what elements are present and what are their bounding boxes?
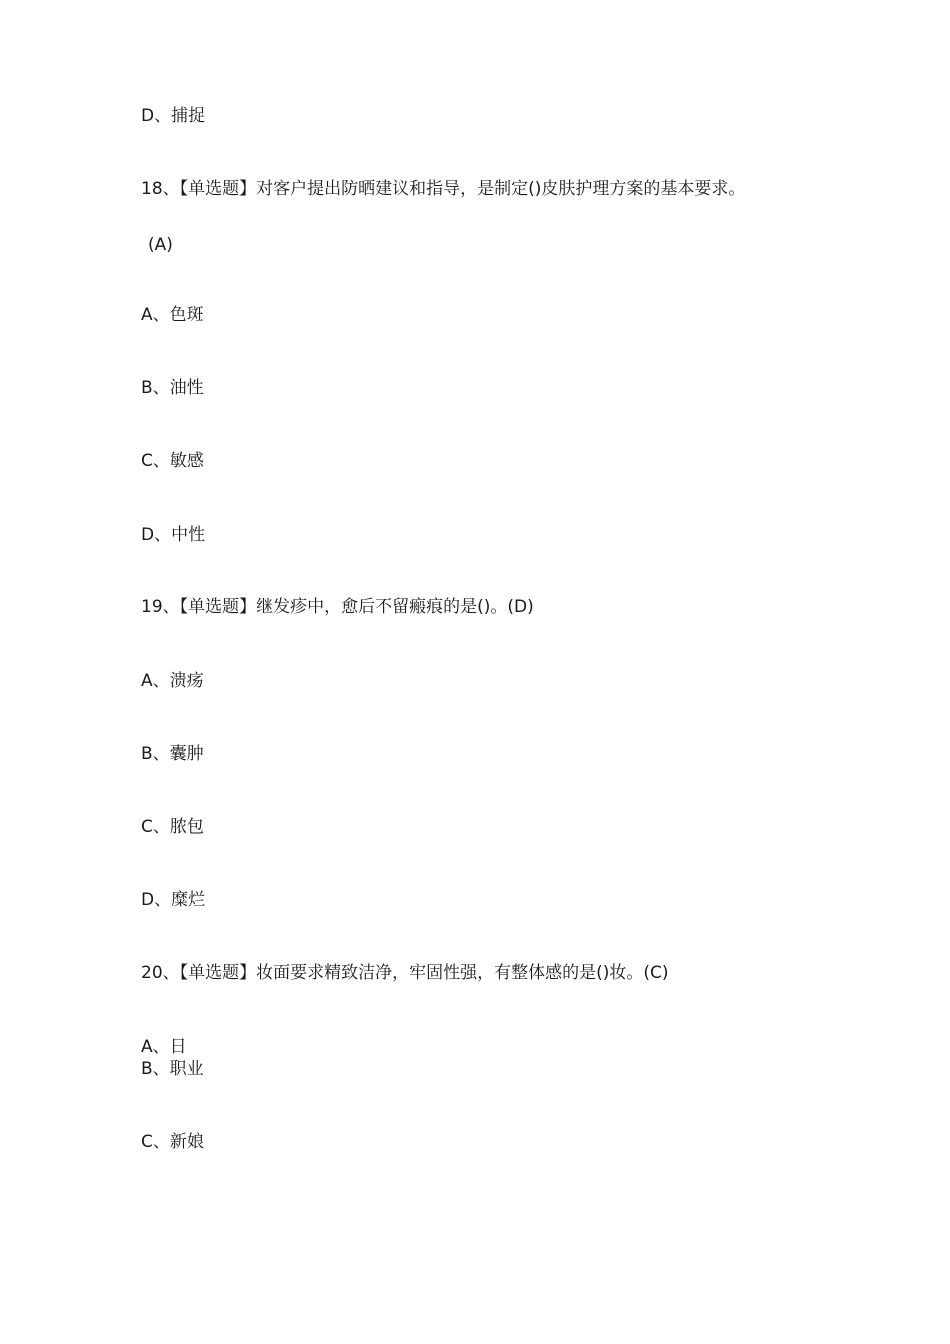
q18-question: 18、【单选题】对客户提出防晒建议和指导，是制定()皮肤护理方案的基本要求。 [141,179,746,199]
q18-option-c: C、敏感 [141,451,204,471]
q19-option-c: C、脓包 [141,817,204,837]
q18-option-a: A、色斑 [141,305,204,325]
q20-option-c: C、新娘 [141,1132,204,1152]
q20-option-b: B、职业 [141,1059,204,1079]
q17-option-d: D、捕捉 [141,106,206,126]
q18-option-b: B、油性 [141,378,204,398]
q19-option-a: A、溃疡 [141,671,204,691]
q18-option-d: D、中性 [141,525,206,545]
q20-question: 20、【单选题】妆面要求精致洁净，牢固性强，有整体感的是()妆。(C) [141,963,669,983]
q18-answer: (A) [148,235,173,255]
q20-option-a: A、日 [141,1037,187,1057]
q19-question: 19、【单选题】继发疹中，愈后不留瘢痕的是()。(D) [141,597,534,617]
q19-option-b: B、囊肿 [141,744,204,764]
q19-option-d: D、糜烂 [141,890,206,910]
